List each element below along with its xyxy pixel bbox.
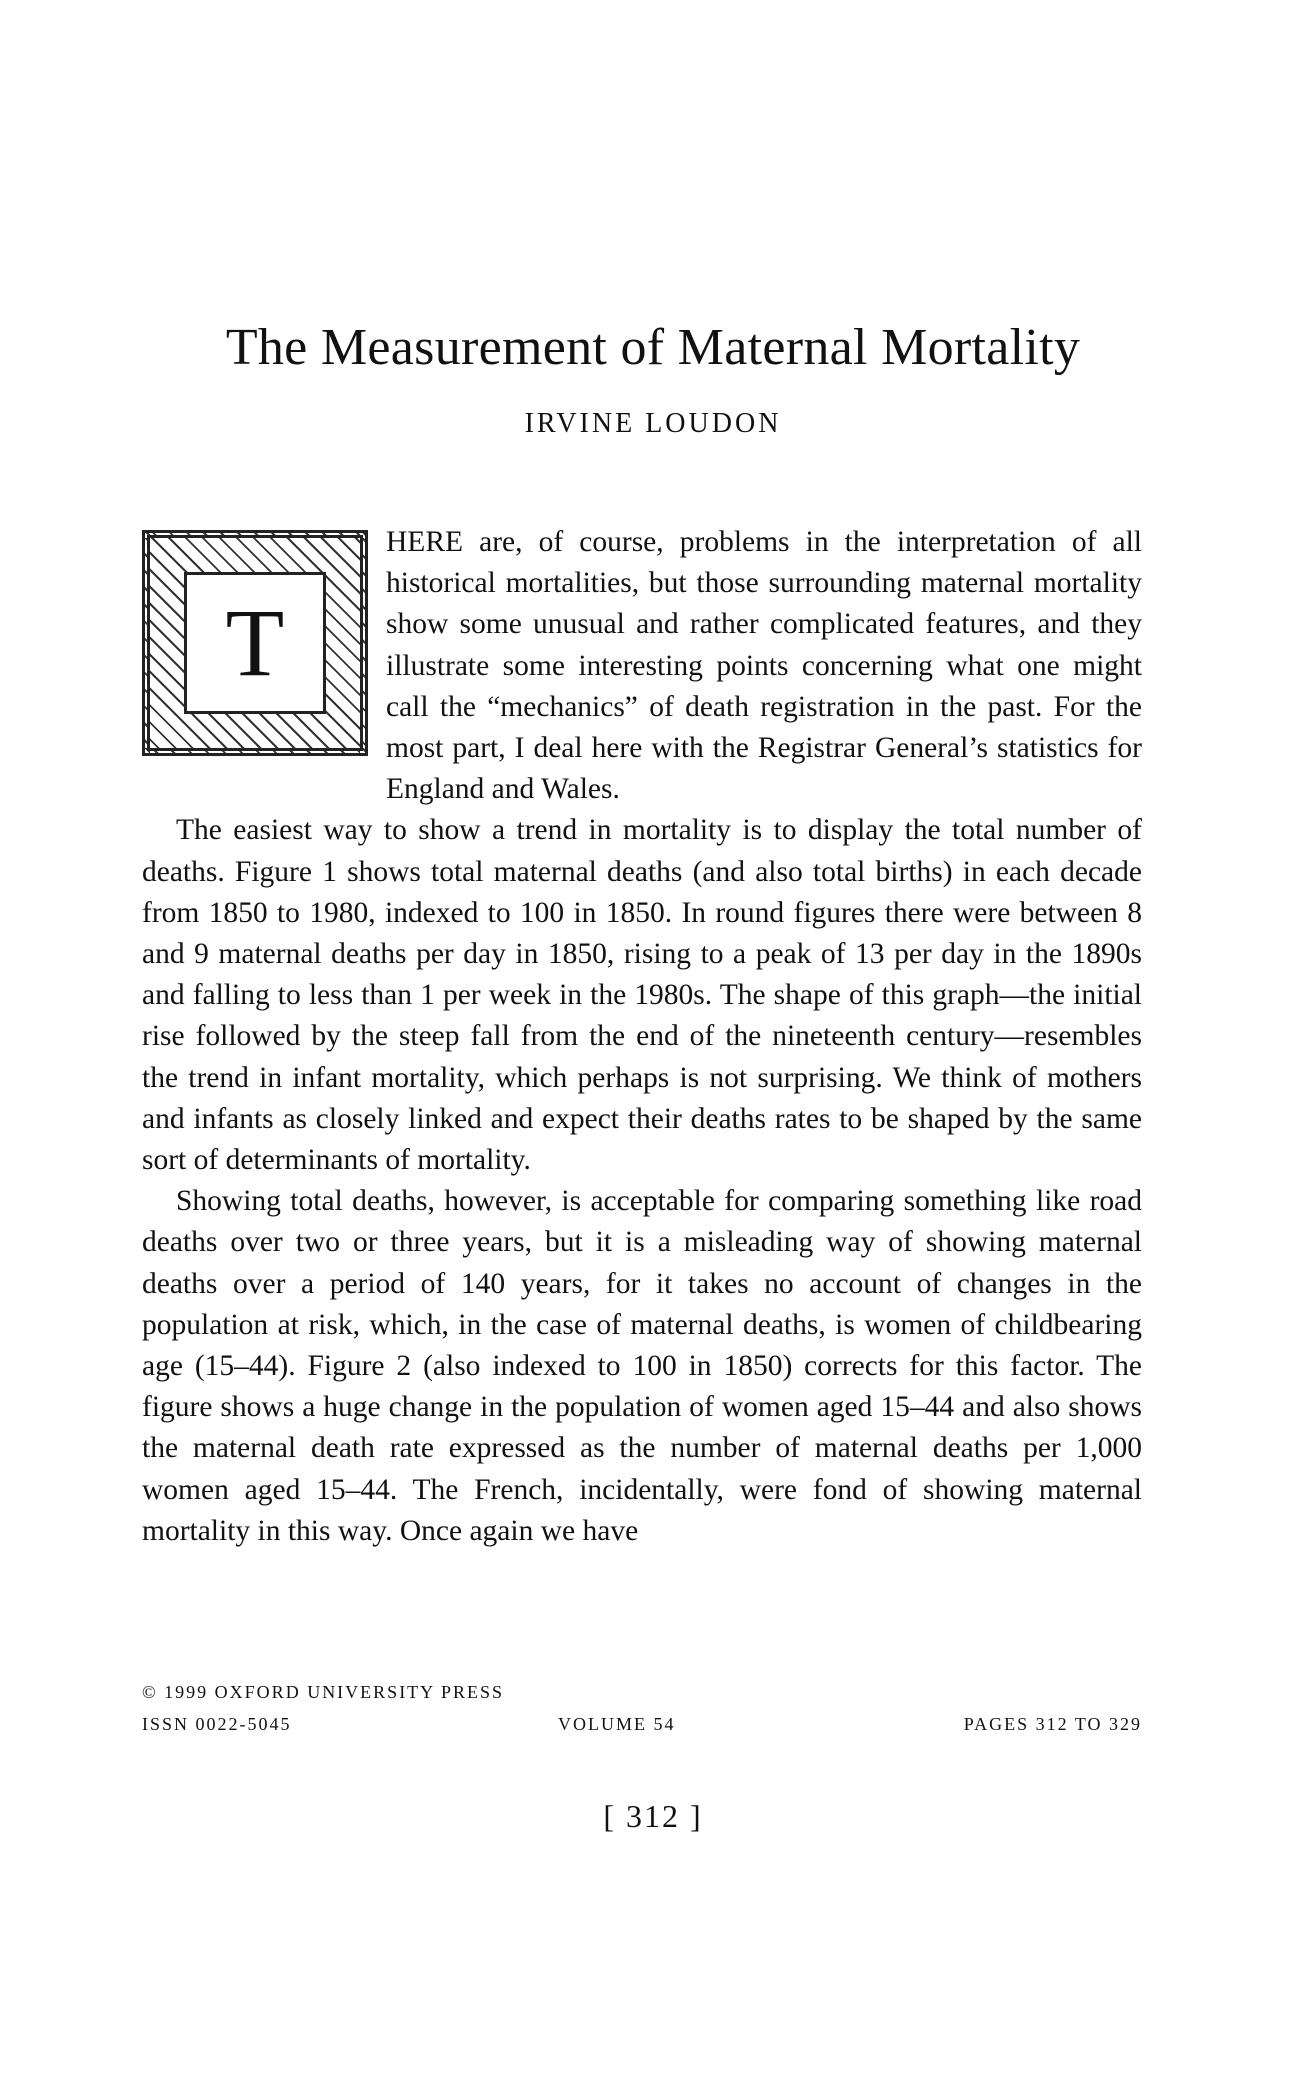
page-title: The Measurement of Maternal Mortality xyxy=(225,319,1081,376)
page-number: [ 312 ] xyxy=(603,1798,703,1834)
article-body xyxy=(142,522,1142,1552)
author-name: IRVINE LOUDON xyxy=(524,408,782,439)
ornamental-dropcap xyxy=(142,530,372,778)
copyright-line: © 1999 OXFORD UNIVERSITY PRESS xyxy=(142,1682,505,1702)
paragraph-3: Showing total deaths, however, is acceptable for comparing something like road deaths over two or three years, but it is a misleading way of showing maternal deaths over a period of 140 years, for it takes no account of changes in the population at risk, which, in the case of maternal deaths, is women of childbearing age (15–44). Figure 2 (also indexed to 100 in 1850) corrects for this factor. The figure shows a huge change in the population of women aged 15–44 and also shows the maternal death rate expressed as the number of maternal deaths per 1,000 women aged 15–44. The French, incidentally, were fond of showing maternal mortality in this way. Once again we have xyxy=(142,1185,1142,1547)
paragraph-2: The easiest way to show a trend in mortality is to display the total number of deaths. Figure 1 shows total maternal deaths (and also total births) in each decade from 1850 to 1980, indexed to 100 in 1850. In round figures there were between 8 and 9 maternal deaths per day in 1850, rising to a peak of 13 per day in the 1890s and falling to less than 1 per week in the 1980s. The shape of this graph—the initial rise followed by the steep fall from the end of the nineteenth century—resembles the trend in infant mortality, which perhaps is not surprising. We think of mothers and infants as closely linked and expect their deaths rates to be shaped by the same sort of determinants of mortality. xyxy=(142,814,1142,1177)
volume-line: VOLUME 54 xyxy=(558,1714,676,1734)
paragraph-1: HERE are, of course, problems in the interpretation of all historical mortalities, but those surrounding maternal mortality show some unusual and rather complicated features, and they illustrate some interesting points concerning what one might call the “mechanics” of death registration in the past. For the most part, I deal here with the Registrar General’s statistics for England and Wales. xyxy=(386,526,1142,806)
issn-line: ISSN 0022-5045 xyxy=(142,1714,292,1734)
dropcap-letter: T xyxy=(184,572,326,714)
pages-line: PAGES 312 TO 329 xyxy=(963,1714,1142,1734)
